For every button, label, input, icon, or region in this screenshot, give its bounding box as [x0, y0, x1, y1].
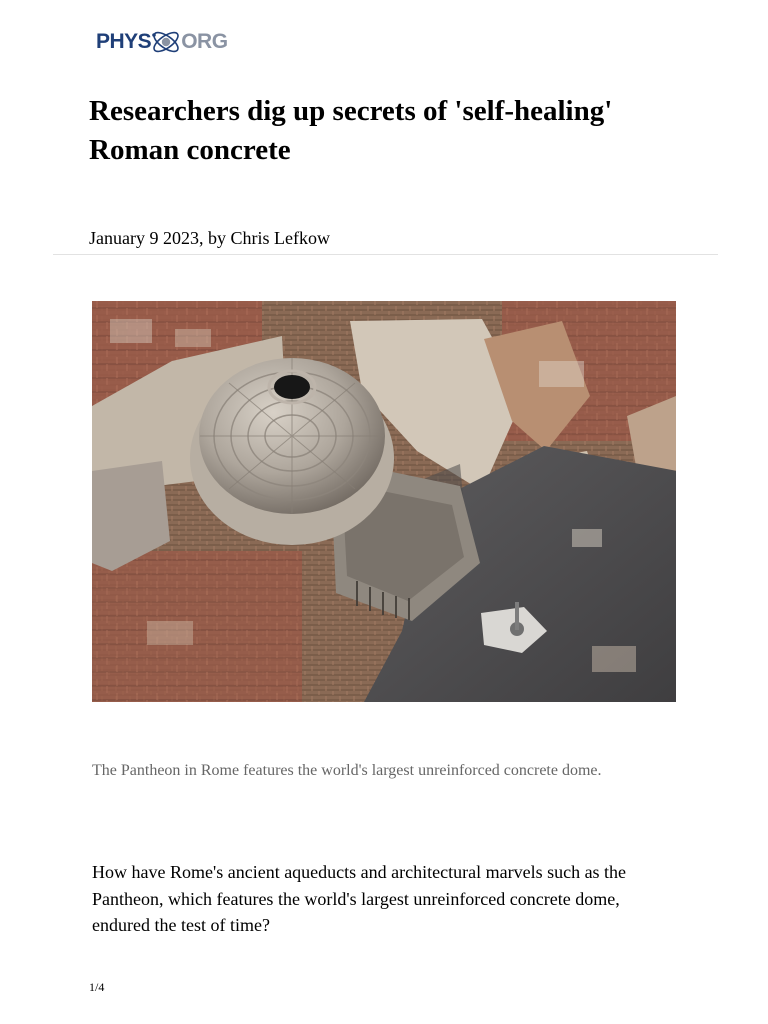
article-paragraph: How have Rome's ancient aqueducts and architectural marvels such as the Pantheon, which features the world's largest unreinforced concrete dome, endured the test of time?	[92, 862, 627, 935]
pantheon-aerial-photo	[92, 301, 676, 702]
page-number: 1/4	[89, 980, 105, 994]
article-byline: January 9 2023, by Chris Lefkow	[89, 228, 330, 248]
logo-org-text: ORG	[181, 30, 228, 53]
atom-icon	[149, 25, 183, 59]
header-divider	[53, 254, 718, 255]
physorg-logo[interactable]	[88, 22, 236, 62]
article-image	[92, 301, 676, 702]
article-title: Researchers dig up secrets of 'self-healing' Roman concrete	[89, 95, 613, 166]
logo-phys-text: PHYS	[96, 30, 152, 53]
image-caption: The Pantheon in Rome features the world's largest unreinforced concrete dome.	[92, 762, 602, 779]
